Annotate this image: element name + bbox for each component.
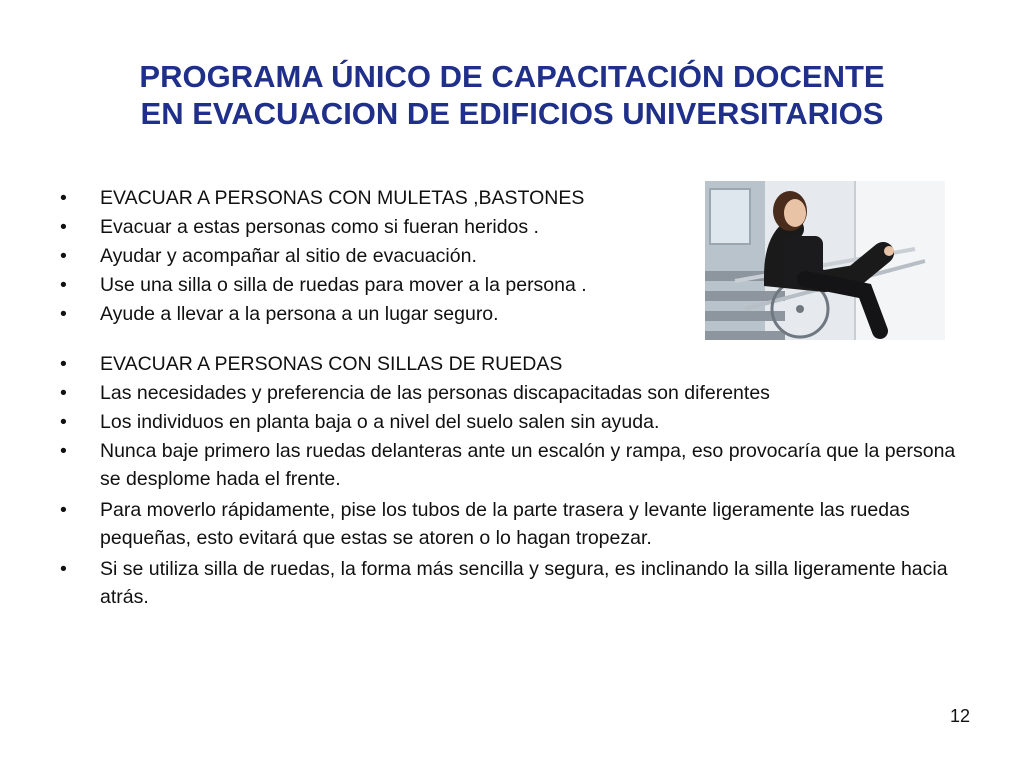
title-line-1: PROGRAMA ÚNICO DE CAPACITACIÓN DOCENTE — [139, 59, 885, 94]
bullet-icon: • — [60, 382, 67, 404]
list-item: • Las necesidades y preferencia de las personas discapacitadas son diferentes — [58, 379, 958, 408]
bullet-icon: • — [60, 558, 67, 580]
list-item: • Ayude a llevar a la persona a un lugar seguro. — [58, 300, 958, 329]
list-item: • Los individuos en planta baja o a nivel del suelo salen sin ayuda. — [58, 408, 958, 437]
list-item: • EVACUAR A PERSONAS CON MULETAS ,BASTONES — [58, 184, 958, 213]
page-number: 12 — [949, 706, 970, 726]
bullet-icon: • — [60, 245, 67, 267]
bullet-icon: • — [60, 303, 67, 325]
list-item: • Nunca baje primero las ruedas delanteras ante un escalón y rampa, eso provocaría que la persona se desplome hada el frente. — [58, 437, 958, 493]
list-item: • EVACUAR A PERSONAS CON SILLAS DE RUEDAS — [58, 350, 958, 379]
bullet-icon: • — [60, 440, 67, 462]
bullet-icon: • — [60, 353, 67, 375]
bullet-icon: • — [60, 216, 67, 238]
list-item: • Ayudar y acompañar al sitio de evacuación. — [58, 242, 958, 271]
bullet-icon: • — [60, 187, 67, 209]
bullet-icon: • — [60, 499, 67, 521]
list-item: • Para moverlo rápidamente, pise los tubos de la parte trasera y levante ligeramente las ruedas pequeñas, esto evitará que estas se atoren o lo hagan tropezar. — [58, 496, 958, 552]
bullet-icon: • — [60, 274, 67, 296]
list-item: • Use una silla o silla de ruedas para mover a la persona . — [58, 271, 958, 300]
list-item: • Evacuar a estas personas como si fueran heridos . — [58, 213, 958, 242]
title-line-2: EN EVACUACION DE EDIFICIOS UNIVERSITARIOS — [140, 96, 884, 131]
wheelchair-lift-photo — [705, 181, 945, 340]
bullet-icon: • — [60, 411, 67, 433]
slide-title — [60, 58, 964, 132]
list-item: • Si se utiliza silla de ruedas, la forma más sencilla y segura, es inclinando la silla ligeramente hacia atrás. — [58, 555, 958, 611]
